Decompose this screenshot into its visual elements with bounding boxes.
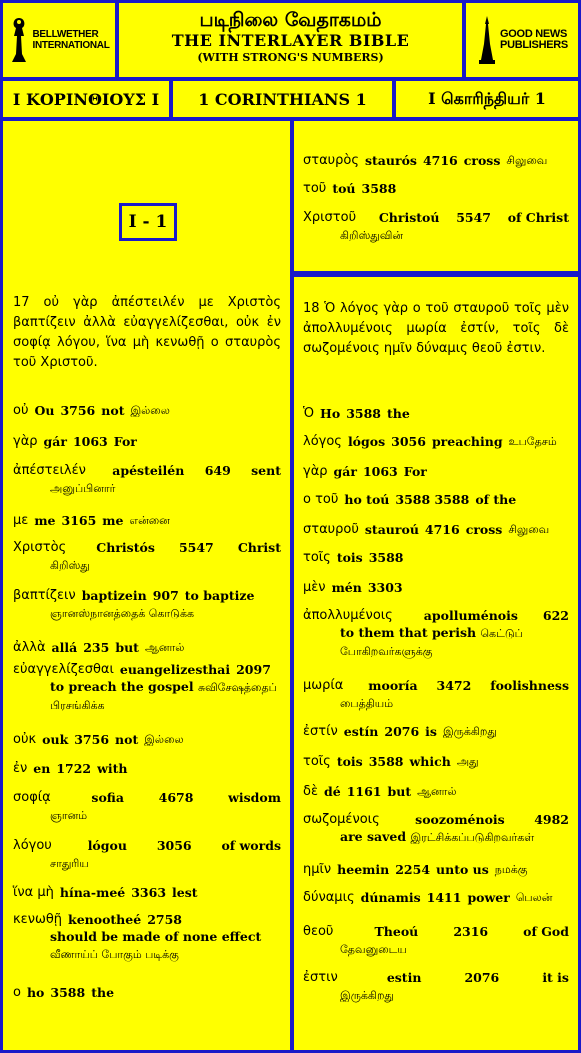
transliteration: lógou bbox=[87, 838, 127, 853]
word-entry bbox=[303, 152, 569, 169]
word-entry bbox=[303, 677, 569, 712]
right-top-panel bbox=[291, 118, 581, 274]
word-entry bbox=[13, 661, 281, 714]
strongs-number: 5547 bbox=[178, 540, 214, 555]
bellwether-line2: INTERNATIONAL bbox=[32, 40, 110, 51]
transliteration: baptizein bbox=[81, 588, 147, 603]
tamil-gloss: ஆனால் bbox=[144, 641, 185, 654]
greek-word: μωρία bbox=[303, 678, 344, 693]
word-entry bbox=[303, 180, 569, 197]
greek-word: ἀπέστειλέν bbox=[13, 463, 86, 478]
transliteration: me bbox=[34, 513, 56, 528]
english-gloss: of Christ bbox=[507, 210, 569, 225]
strongs-number: 1063 bbox=[72, 434, 108, 449]
english-gloss: For bbox=[403, 464, 427, 479]
strongs-number: 2076 bbox=[464, 970, 500, 985]
left-column bbox=[0, 118, 293, 1053]
word-entry bbox=[13, 984, 281, 1001]
english-gloss: of words bbox=[221, 838, 281, 853]
strongs-number: 649 bbox=[204, 463, 231, 478]
greek-word: ἀπολλυμένοις bbox=[303, 608, 393, 623]
word-entry bbox=[13, 462, 281, 497]
english-gloss: the bbox=[386, 406, 410, 421]
greek-word: ο bbox=[13, 985, 21, 1000]
word-entry bbox=[13, 433, 281, 450]
book-title-tamil bbox=[393, 78, 581, 120]
word-entry bbox=[303, 579, 569, 596]
strongs-number: 2076 bbox=[384, 724, 420, 739]
word-entry bbox=[303, 607, 569, 660]
english-gloss: Christ bbox=[237, 540, 281, 555]
word-entry bbox=[303, 405, 569, 422]
word-entry bbox=[13, 884, 281, 901]
strongs-number: 1722 bbox=[56, 761, 92, 776]
english-gloss: cross bbox=[465, 522, 503, 537]
word-entry bbox=[13, 789, 281, 824]
tamil-gloss: சிலுவை bbox=[506, 154, 548, 167]
transliteration: ho bbox=[26, 985, 45, 1000]
strongs-number: 4678 bbox=[158, 790, 194, 805]
greek-word: βαπτίζειν bbox=[13, 588, 76, 603]
bellwether-ram-icon bbox=[8, 14, 30, 66]
transliteration: Ho bbox=[320, 406, 341, 421]
page-subtitle: (WITH STRONG'S NUMBERS) bbox=[197, 51, 384, 64]
book-greek-label: I ΚΟΡΙΝΘΙΟΥΣ I bbox=[12, 89, 160, 109]
strongs-number: 235 bbox=[83, 640, 110, 655]
strongs-number: 4982 bbox=[534, 812, 569, 827]
greek-word: εὐαγγελίζεσθαι bbox=[13, 662, 114, 677]
strongs-number: 4716 bbox=[422, 153, 458, 168]
english-gloss: foolishness bbox=[490, 678, 569, 693]
tamil-gloss: அனுப்பினார் bbox=[50, 482, 116, 495]
word-entry bbox=[303, 811, 569, 846]
greek-word: οὐ bbox=[13, 403, 29, 418]
strongs-number: 3588 bbox=[50, 985, 86, 1000]
tamil-gloss: சாதுரிய bbox=[50, 857, 89, 870]
english-gloss: of God bbox=[523, 924, 569, 939]
chapter-ref: I - 1 bbox=[128, 212, 168, 232]
bellwether-logo bbox=[0, 0, 118, 80]
greek-word: ἀλλὰ bbox=[13, 640, 46, 655]
transliteration: hína-meé bbox=[59, 885, 126, 900]
tamil-gloss: உபதேசம் bbox=[508, 435, 557, 448]
strongs-number: 1063 bbox=[362, 464, 398, 479]
greek-word: τοῦ bbox=[303, 181, 327, 196]
english-gloss: which bbox=[409, 754, 451, 769]
transliteration: sofia bbox=[91, 790, 124, 805]
word-entry bbox=[13, 512, 281, 529]
english-gloss: to preach the gospel bbox=[50, 679, 194, 694]
tamil-gloss: கிறிஸ்து bbox=[50, 559, 90, 572]
strongs-number: 3588 bbox=[361, 181, 397, 196]
strongs-number: 3056 bbox=[391, 434, 426, 449]
book-english-label: 1 CORINTHIANS 1 bbox=[198, 89, 367, 109]
english-gloss: with bbox=[97, 761, 128, 776]
verse-17-text: 17 οὐ γὰρ ἀπέστειλέν με Χριστὸς βαπτίζειν ἀλλὰ εὐαγγελίζεσθαι, οὐκ ἐν σοφίᾳ λόγου, ἵνα μὴ κενωθῇ ο σταυρὸς τοῦ Χριστοῦ. bbox=[13, 295, 281, 370]
transliteration: apolluménois bbox=[423, 608, 518, 623]
greek-word: ἐν bbox=[13, 761, 28, 776]
tamil-gloss: கெட்டுப் போகிறவர்களுக்கு bbox=[340, 627, 523, 658]
english-gloss: to them that perish bbox=[340, 625, 477, 640]
strongs-number: 2316 bbox=[453, 924, 489, 939]
good-news-tower-icon bbox=[476, 14, 498, 66]
word-entry bbox=[303, 861, 569, 878]
english-gloss: but bbox=[387, 784, 412, 799]
strongs-number: 5547 bbox=[456, 210, 491, 225]
greek-word: ημῖν bbox=[303, 862, 332, 877]
english-gloss: are saved bbox=[340, 829, 407, 844]
greek-word: σοφίᾳ bbox=[13, 790, 51, 805]
greek-word: ἵνα μὴ bbox=[13, 885, 54, 900]
strongs-number: 3165 bbox=[61, 513, 97, 528]
bellwether-line1: BELLWETHER bbox=[32, 29, 99, 40]
english-gloss: sent bbox=[251, 463, 281, 478]
greek-word: λόγος bbox=[303, 434, 342, 449]
greek-word: οὐκ bbox=[13, 732, 37, 747]
strongs-number: 3588 bbox=[368, 754, 404, 769]
greek-word: ο τοῦ bbox=[303, 492, 339, 507]
transliteration: Ou bbox=[34, 403, 55, 418]
word-entry bbox=[303, 491, 569, 508]
transliteration: ho toú bbox=[344, 492, 390, 507]
transliteration: mén bbox=[331, 580, 362, 595]
greek-word: Ὁ bbox=[303, 406, 315, 421]
word-entry bbox=[303, 923, 569, 958]
english-gloss: of the bbox=[475, 492, 517, 507]
tamil-gloss: சிலுவை bbox=[508, 523, 550, 536]
tamil-gloss: இல்லை bbox=[144, 733, 184, 746]
tamil-gloss: பெலன் bbox=[515, 891, 553, 904]
word-entry bbox=[13, 402, 281, 419]
transliteration: dúnamis bbox=[360, 890, 421, 905]
transliteration: staurоú bbox=[364, 522, 419, 537]
tamil-gloss: கிறிஸ்துவின் bbox=[340, 229, 404, 242]
word-entry bbox=[303, 753, 569, 770]
tamil-gloss: ஆனால் bbox=[417, 785, 457, 798]
word-entry bbox=[303, 783, 569, 800]
word-entry bbox=[303, 889, 569, 906]
strongs-number: 4716 bbox=[424, 522, 460, 537]
transliteration: soozoménois bbox=[415, 812, 505, 827]
transliteration: staurós bbox=[365, 153, 417, 168]
transliteration: en bbox=[33, 761, 51, 776]
tamil-gloss: அது bbox=[456, 755, 479, 768]
english-gloss: should be made of none effect bbox=[50, 929, 262, 944]
book-title-greek bbox=[0, 78, 172, 120]
transliteration: kenootheé bbox=[68, 912, 142, 927]
word-entry bbox=[13, 587, 281, 622]
greek-word: κενωθῇ bbox=[13, 912, 63, 927]
transliteration: tois bbox=[336, 550, 363, 565]
english-gloss: it is bbox=[542, 970, 569, 985]
greek-word: Χριστοῦ bbox=[303, 210, 357, 225]
english-gloss: is bbox=[425, 724, 437, 739]
word-entry bbox=[13, 639, 281, 656]
greek-word: τοῖς bbox=[303, 754, 331, 769]
strongs-number: 3056 bbox=[156, 838, 192, 853]
strongs-number: 3303 bbox=[367, 580, 403, 595]
greek-word: γὰρ bbox=[13, 434, 38, 449]
tamil-gloss: சுவிசேஷத்தைப் பிரசங்கிக்க bbox=[50, 681, 277, 712]
strongs-number: 2254 bbox=[395, 862, 431, 877]
word-entry bbox=[13, 539, 281, 574]
word-entry bbox=[303, 433, 569, 450]
strongs-number: 3588 bbox=[346, 406, 381, 421]
tamil-gloss: இருக்கிறது bbox=[442, 725, 497, 738]
tamil-gloss: தேவனுடைய bbox=[340, 943, 407, 956]
transliteration: euangelizesthai bbox=[119, 662, 231, 677]
chapter-ref-box bbox=[119, 203, 177, 241]
transliteration: heemin bbox=[337, 862, 390, 877]
english-gloss: not bbox=[101, 403, 125, 418]
word-entry bbox=[13, 760, 281, 777]
transliteration: gár bbox=[333, 464, 357, 479]
tamil-gloss: என்னை bbox=[129, 514, 170, 527]
transliteration: allá bbox=[51, 640, 78, 655]
greek-word: δὲ bbox=[303, 784, 318, 799]
transliteration: mooría bbox=[368, 678, 418, 693]
english-gloss: wisdom bbox=[228, 790, 281, 805]
greek-word: μὲν bbox=[303, 580, 326, 595]
greek-word: δύναμις bbox=[303, 890, 355, 905]
tamil-gloss: இரட்சிக்கப்படுகிறவர்கள் bbox=[410, 831, 535, 844]
tamil-gloss: ஞானஸ்நானத்தைக் கொடுக்க bbox=[50, 607, 195, 620]
transliteration: Theoú bbox=[374, 924, 419, 939]
book-title-english bbox=[170, 78, 395, 120]
word-entry bbox=[303, 723, 569, 740]
greek-word: τοῖς bbox=[303, 550, 331, 565]
strongs-number: 622 bbox=[542, 608, 569, 623]
greek-word: σωζομένοις bbox=[303, 812, 380, 827]
english-gloss: the bbox=[91, 985, 115, 1000]
transliteration: Christoú bbox=[378, 210, 440, 225]
transliteration: dé bbox=[323, 784, 341, 799]
strongs-number: 3588 bbox=[368, 550, 404, 565]
good-news-line2: PUBLISHERS bbox=[500, 39, 568, 51]
english-gloss: cross bbox=[463, 153, 501, 168]
greek-word: ἐστίν bbox=[303, 724, 338, 739]
english-gloss: For bbox=[113, 434, 137, 449]
strongs-number: 2097 bbox=[236, 662, 271, 677]
tamil-gloss: நமக்கு bbox=[494, 863, 528, 876]
word-entry bbox=[303, 969, 569, 1004]
title-tamil: படிநிலை வேதாகமம் bbox=[199, 9, 382, 31]
tamil-gloss: பைத்தியம் bbox=[340, 697, 394, 710]
greek-word: Χριστὸς bbox=[13, 540, 67, 555]
word-entry bbox=[303, 549, 569, 566]
english-gloss: preaching bbox=[431, 434, 503, 449]
verse-18-text: 18 Ὁ λόγος γὰρ ο τοῦ σταυροῦ τοῖς μὲν ἀπολλυμένοις μωρία ἐστίν, τοῖς δὲ σωζομένοις ημῖν δύναμις θεοῦ ἐστιν. bbox=[303, 301, 569, 356]
strongs-number: 1411 bbox=[426, 890, 462, 905]
transliteration: apésteilén bbox=[112, 463, 185, 478]
transliteration: toú bbox=[332, 181, 356, 196]
good-news-line1: GOOD NEWS bbox=[500, 28, 568, 40]
strongs-number: 3472 bbox=[436, 678, 472, 693]
strongs-number: 907 bbox=[152, 588, 179, 603]
english-gloss: power bbox=[467, 890, 510, 905]
tamil-gloss: இல்லை bbox=[130, 404, 170, 417]
good-news-logo bbox=[463, 0, 581, 80]
tamil-gloss: இருக்கிறது bbox=[340, 989, 394, 1002]
tamil-gloss: ஞானம் bbox=[50, 809, 88, 822]
english-gloss: not bbox=[115, 732, 139, 747]
word-entry bbox=[303, 463, 569, 480]
english-gloss: me bbox=[102, 513, 124, 528]
greek-word: σταυρὸς bbox=[303, 153, 359, 168]
right-bottom-panel bbox=[291, 274, 581, 1053]
transliteration: tois bbox=[336, 754, 363, 769]
page-title: THE INTERLAYER BIBLE bbox=[171, 31, 410, 50]
strongs-number: 1161 bbox=[346, 784, 382, 799]
greek-word: με bbox=[13, 513, 29, 528]
greek-word: θεοῦ bbox=[303, 924, 334, 939]
strongs-number: 3756 bbox=[74, 732, 110, 747]
book-tamil-label: I கொரிந்தியர் 1 bbox=[428, 88, 546, 108]
word-entry bbox=[303, 209, 569, 244]
word-entry bbox=[13, 837, 281, 872]
greek-word: σταυροῦ bbox=[303, 522, 359, 537]
english-gloss: lest bbox=[172, 885, 198, 900]
tamil-gloss: வீணாய்ப் போகும் படிக்கு bbox=[50, 948, 179, 961]
greek-word: ἐστιν bbox=[303, 970, 338, 985]
title-block bbox=[116, 0, 465, 80]
english-gloss: to baptize bbox=[184, 588, 255, 603]
transliteration: ouk bbox=[42, 732, 69, 747]
word-entry bbox=[13, 731, 281, 748]
english-gloss: unto us bbox=[436, 862, 489, 877]
english-gloss: but bbox=[115, 640, 139, 655]
transliteration: estín bbox=[343, 724, 379, 739]
word-entry bbox=[13, 911, 281, 963]
transliteration: lógos bbox=[347, 434, 386, 449]
word-entry bbox=[303, 521, 569, 538]
strongs-number: 2758 bbox=[147, 912, 182, 927]
strongs-number: 3756 bbox=[60, 403, 96, 418]
transliteration: Christós bbox=[96, 540, 155, 555]
transliteration: estin bbox=[386, 970, 422, 985]
greek-word: γὰρ bbox=[303, 464, 328, 479]
strongs-number: 3588 3588 bbox=[395, 492, 470, 507]
greek-word: λόγου bbox=[13, 838, 52, 853]
transliteration: gár bbox=[43, 434, 67, 449]
strongs-number: 3363 bbox=[131, 885, 167, 900]
